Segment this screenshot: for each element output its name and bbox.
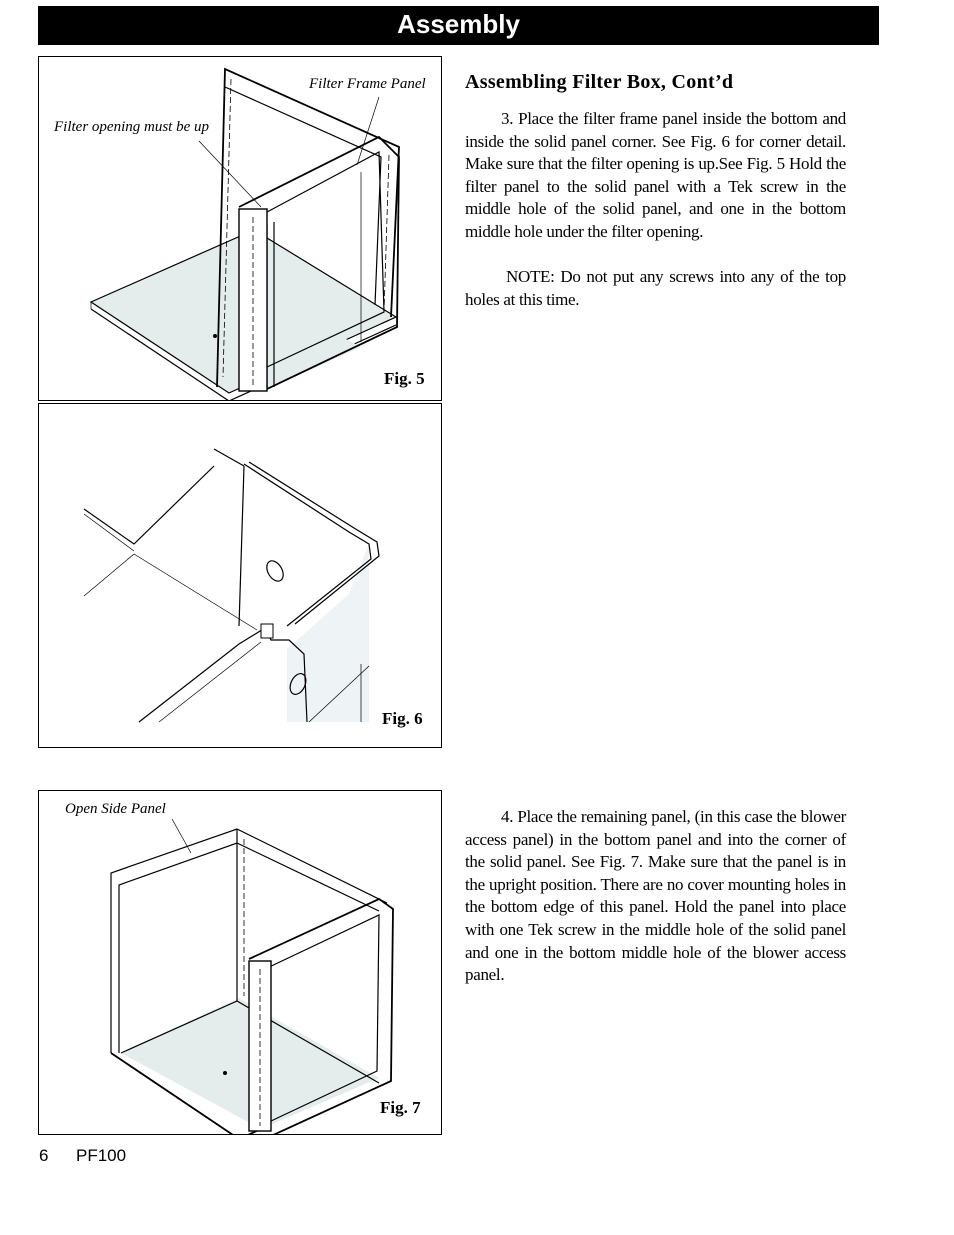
figure-5 — [38, 56, 442, 401]
figure-6-label: Fig. 6 — [382, 709, 423, 728]
figure-7 — [38, 790, 442, 1135]
step-3-paragraph: 3. Place the filter frame panel inside the bottom and inside the solid panel corner. See Fig. 6 for corner detail. Make sure that the filter opening is up.See Fig. 5 Hold the filter panel to the solid panel with a Tek screw in the middle hole of the solid panel, and one in the bottom middle hole under the filter opening. — [465, 109, 846, 241]
model-name: PF100 — [76, 1146, 127, 1165]
figure-7-label: Fig. 7 — [380, 1098, 421, 1117]
step-4-paragraph: 4. Place the remaining panel, (in this case the blower access panel) in the bottom panel and into the corner of the solid panel. See Fig. 7. Make sure that the panel is in the upright position. There are no cover mounting holes in the bottom edge of this panel. Hold the panel into place with one Tek screw in the middle hole of the solid panel and one in the bottom middle hole of the blower access panel. — [465, 807, 846, 985]
page-header-title: Assembly — [397, 9, 520, 39]
section-heading: Assembling Filter Box, Cont’d — [465, 71, 734, 93]
filter-opening-callout: Filter opening must be up — [54, 119, 209, 135]
figure-6 — [38, 403, 442, 748]
page-number: 6 — [39, 1146, 49, 1165]
filter-frame-panel-callout: Filter Frame Panel — [309, 76, 426, 92]
figure-7-drawing — [39, 791, 441, 1134]
note-paragraph: NOTE: Do not put any screws into any of the top holes at this time. — [465, 267, 846, 309]
open-side-panel-callout: Open Side Panel — [65, 801, 166, 817]
figure-5-label: Fig. 5 — [384, 369, 425, 388]
figure-5-drawing — [39, 57, 441, 400]
figure-6-drawing — [39, 404, 441, 747]
page-header-banner — [38, 6, 879, 45]
